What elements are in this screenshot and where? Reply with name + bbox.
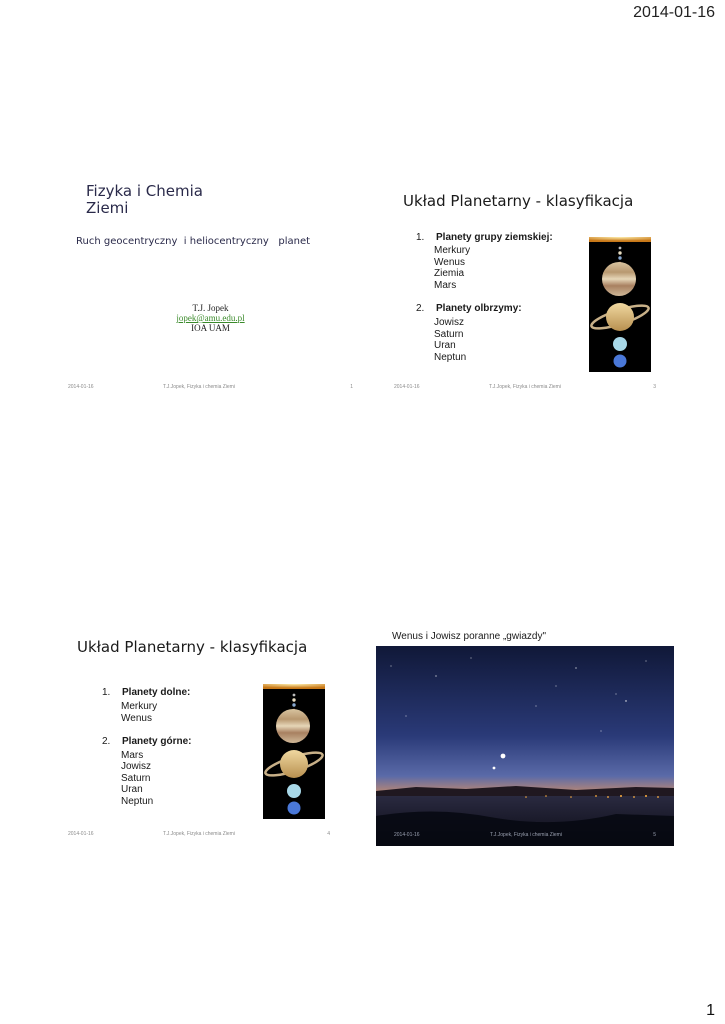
- list-item: Mars: [434, 279, 457, 291]
- list-item: Wenus: [434, 256, 465, 268]
- list-item: Neptun: [434, 351, 467, 363]
- slide-1-title-line1: Fizyka i Chemia: [86, 182, 203, 200]
- group-heading: Planety górne:: [122, 736, 192, 747]
- list-item: Uran: [434, 340, 456, 351]
- slide-4-footer: [68, 831, 330, 839]
- group-heading: Planety grupy ziemskiej:: [436, 232, 553, 243]
- slide-1: [68, 175, 353, 390]
- footer-text: T.J.Jopek, Fizyka i chemia Ziemi: [490, 832, 562, 838]
- list-item: Jowisz: [434, 317, 465, 328]
- list-item: Saturn: [121, 772, 151, 784]
- footer-slide-number: 5: [653, 832, 656, 838]
- footer-slide-number: 1: [350, 384, 353, 390]
- list-item: Ziemia: [434, 268, 465, 279]
- list-item: Merkury: [434, 245, 471, 256]
- footer-slide-number: 4: [327, 831, 330, 837]
- author-institute: IOA UAM: [191, 323, 230, 333]
- night-sky-photo: [376, 646, 674, 846]
- list-item: Uran: [121, 784, 143, 795]
- footer-text: T.J.Jopek, Fizyka i chemia Ziemi: [163, 384, 235, 390]
- planets-image: [263, 684, 325, 819]
- list-item: Saturn: [434, 328, 464, 340]
- slide-3-footer: [394, 384, 656, 392]
- slide-1-title-line2: Ziemi: [86, 199, 129, 217]
- list-item: Neptun: [121, 795, 154, 807]
- list-item: Merkury: [121, 701, 158, 712]
- slide-4: [68, 622, 330, 837]
- footer-date: 2014-01-16: [68, 384, 94, 390]
- footer-date: 2014-01-16: [68, 831, 94, 837]
- slide-3: [394, 175, 656, 390]
- slide-1-author-block: [68, 303, 353, 333]
- page-number: 1: [706, 1002, 715, 1019]
- slide-1-footer: [68, 384, 353, 392]
- author-name: T.J. Jopek: [192, 303, 229, 313]
- planets-image: [589, 237, 651, 372]
- slide-4-title: Układ Planetarny - klasyfikacja: [77, 638, 308, 656]
- group-heading: Planety dolne:: [122, 687, 191, 698]
- slide-1-title: [86, 183, 203, 217]
- list-item: Wenus: [121, 712, 152, 724]
- list-item: Mars: [121, 749, 144, 761]
- footer-text: T.J.Jopek, Fizyka i chemia Ziemi: [489, 384, 561, 390]
- group-number: 2.: [416, 303, 425, 314]
- slide-3-title: Układ Planetarny - klasyfikacja: [403, 192, 634, 210]
- author-email-link[interactable]: jopek@amu.edu.pl: [176, 313, 245, 323]
- footer-date: 2014-01-16: [394, 832, 420, 838]
- footer-text: T.J.Jopek, Fizyka i chemia Ziemi: [163, 831, 235, 837]
- header-date: 2014-01-16: [633, 4, 715, 21]
- slide-5-title: Wenus i Jowisz poranne „gwiazdy": [392, 631, 546, 642]
- group-number: 2.: [102, 736, 111, 747]
- group-heading: Planety olbrzymy:: [436, 303, 522, 314]
- footer-date: 2014-01-16: [394, 384, 420, 390]
- group-number: 1.: [102, 687, 111, 698]
- group-number: 1.: [416, 232, 425, 243]
- slide-1-subtitle: Ruch geocentryczny i heliocentryczny planet: [76, 236, 311, 247]
- footer-slide-number: 3: [653, 384, 656, 390]
- list-item: Jowisz: [121, 761, 152, 772]
